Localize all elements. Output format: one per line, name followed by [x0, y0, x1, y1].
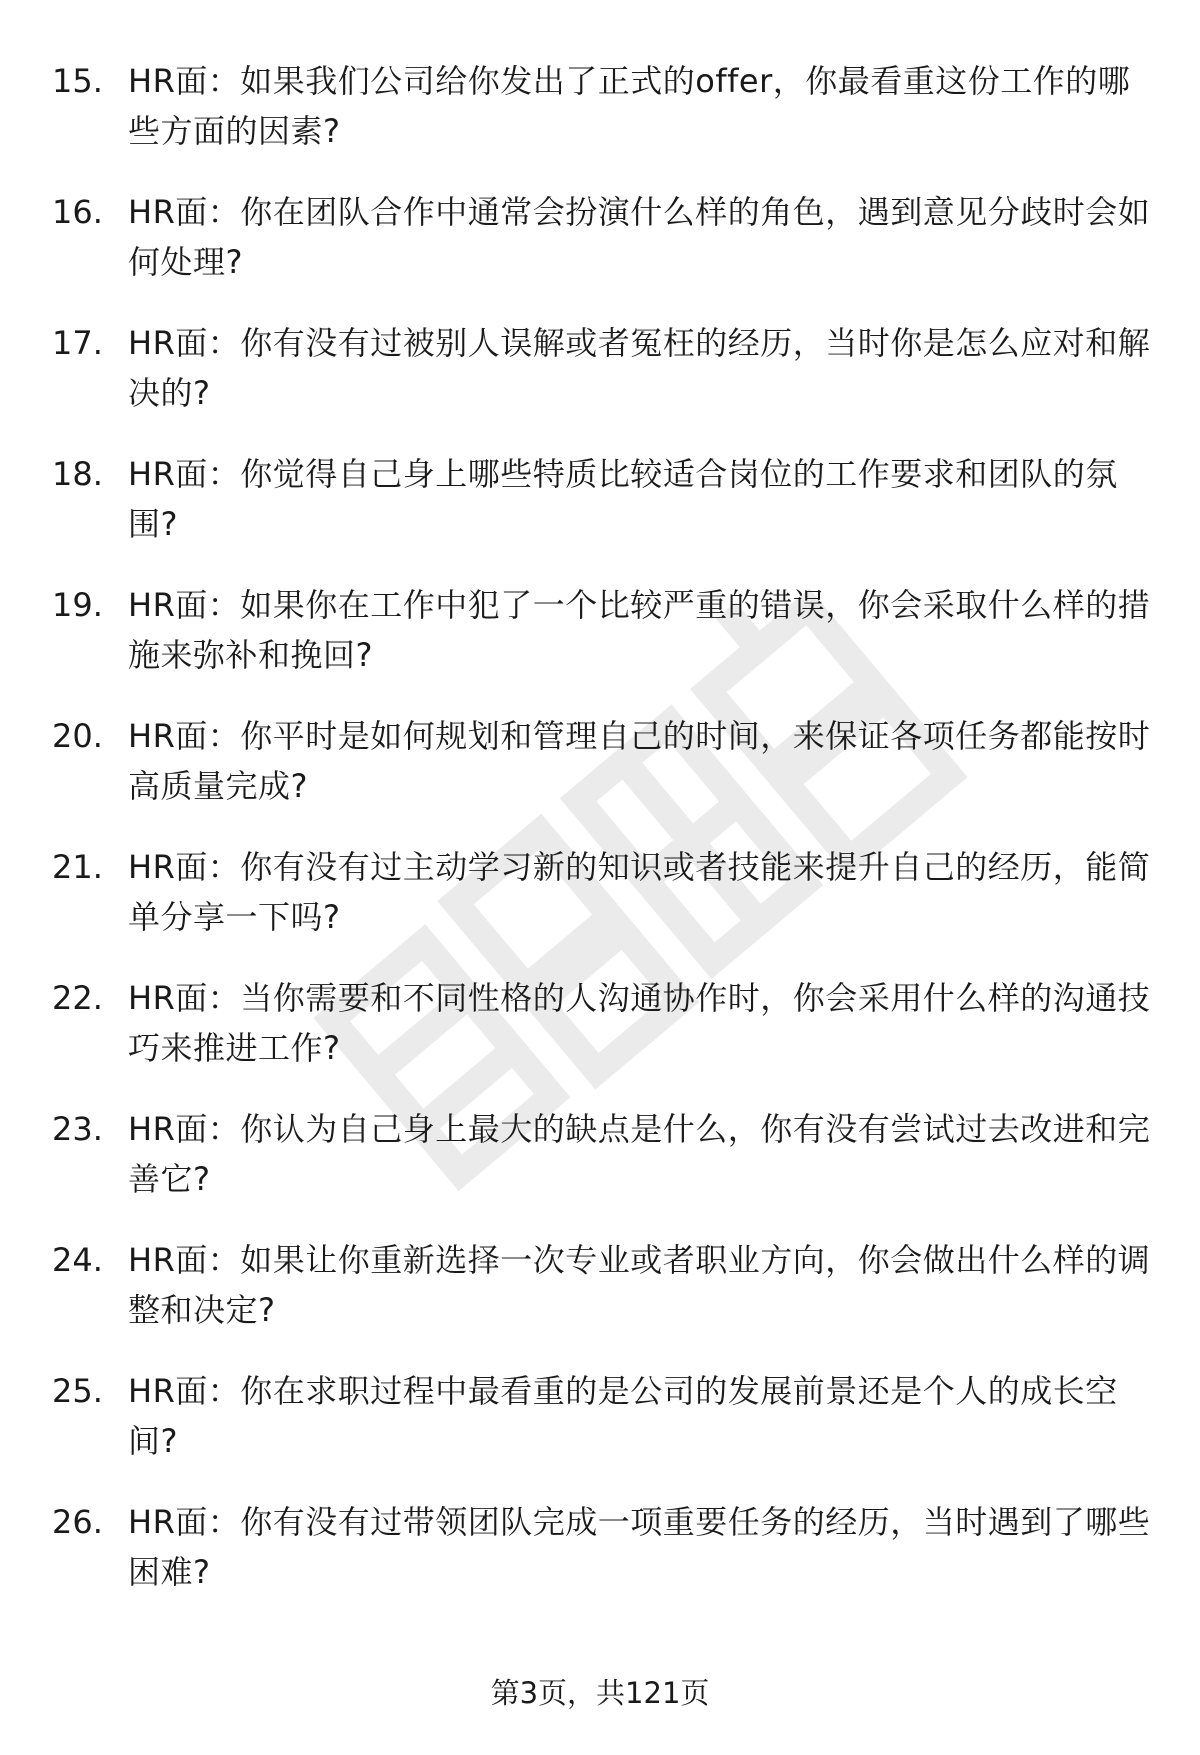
question-number: 24.: [52, 1241, 103, 1279]
question-item: [0, 711, 1200, 842]
question-text: HR面：如果我们公司给你发出了正式的offer，你最看重这份工作的哪些方面的因素?: [128, 62, 1131, 150]
question-number: 19.: [52, 586, 103, 624]
question-list: [0, 56, 1200, 1628]
question-number: 20.: [52, 717, 103, 755]
question-number: 21.: [52, 848, 103, 886]
question-text: HR面：你认为自己身上最大的缺点是什么，你有没有尝试过去改进和完善它?: [128, 1110, 1151, 1198]
question-item: [0, 1235, 1200, 1366]
question-number: 17.: [52, 324, 103, 362]
question-number: 22.: [52, 979, 103, 1017]
question-item: [0, 1104, 1200, 1235]
question-text: HR面：当你需要和不同性格的人沟通协作时，你会采用什么样的沟通技巧来推进工作?: [128, 979, 1151, 1067]
question-item: [0, 580, 1200, 711]
question-text: HR面：你平时是如何规划和管理自己的时间，来保证各项任务都能按时高质量完成?: [128, 717, 1151, 805]
question-text: HR面：你有没有过被别人误解或者冤枉的经历，当时你是怎么应对和解决的?: [128, 324, 1151, 412]
question-number: 16.: [52, 193, 103, 231]
question-number: 25.: [52, 1372, 103, 1410]
question-text: HR面：你有没有过主动学习新的知识或者技能来提升自己的经历，能简单分享一下吗?: [128, 848, 1151, 936]
question-item: [0, 1497, 1200, 1628]
question-text: HR面：你有没有过带领团队完成一项重要任务的经历，当时遇到了哪些困难?: [128, 1503, 1151, 1591]
question-text: HR面：如果让你重新选择一次专业或者职业方向，你会做出什么样的调整和决定?: [128, 1241, 1151, 1329]
question-item: [0, 1366, 1200, 1497]
question-number: 23.: [52, 1110, 103, 1148]
question-number: 18.: [52, 455, 103, 493]
question-text: HR面：你在求职过程中最看重的是公司的发展前景还是个人的成长空间?: [128, 1372, 1118, 1460]
question-text: HR面：你觉得自己身上哪些特质比较适合岗位的工作要求和团队的氛围?: [128, 455, 1118, 543]
question-number: 26.: [52, 1503, 103, 1541]
question-text: HR面：如果你在工作中犯了一个比较严重的错误，你会采取什么样的措施来弥补和挽回?: [128, 586, 1151, 674]
question-item: [0, 973, 1200, 1104]
question-item: [0, 318, 1200, 449]
page-number-footer: 第3页，共121页: [490, 1676, 710, 1710]
question-number: 15.: [52, 62, 103, 100]
question-item: [0, 56, 1200, 187]
question-item: [0, 187, 1200, 318]
question-text: HR面：你在团队合作中通常会扮演什么样的角色，遇到意见分歧时会如何处理?: [128, 193, 1151, 281]
question-item: [0, 842, 1200, 973]
question-item: [0, 449, 1200, 580]
